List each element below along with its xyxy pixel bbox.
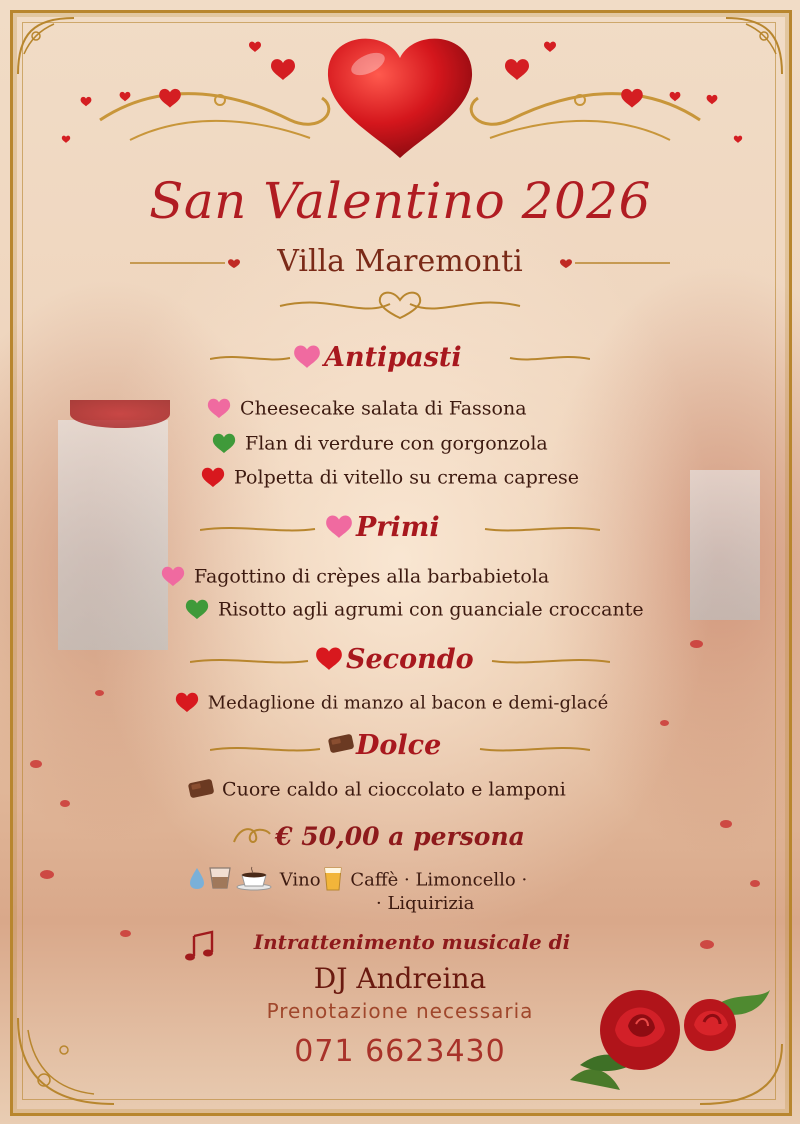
chocolate-icon [326, 730, 356, 763]
drinks-line-1: Vino Caffè · Limoncello · [188, 864, 527, 897]
menu-item: Fagottino di crèpes alla barbabietola [158, 562, 549, 593]
price: € 50,00 a persona [275, 822, 525, 851]
event-title: San Valentino 2026 [149, 172, 651, 230]
menu-item: Polpetta di vitello su crema caprese [198, 463, 579, 494]
pink-heart-icon [158, 562, 188, 593]
section-title-primi: Primi [322, 510, 440, 547]
menu-item: Flan di verdure con gorgonzola [209, 429, 548, 460]
dj-name: DJ Andreina [313, 962, 487, 995]
booking-note: Prenotazione necessaria [266, 999, 534, 1023]
entertainment-label: Intrattenimento musicale di [253, 930, 571, 954]
section-title-antipasti: Antipasti [290, 340, 462, 377]
coffee-cup-icon [234, 865, 274, 896]
venue-name: Villa Maremonti [277, 244, 523, 279]
menu-item: Risotto agli agrumi con guanciale croccante [182, 595, 644, 626]
red-heart-icon [312, 642, 346, 679]
menu-item: Cheesecake salata di Fassona [204, 394, 527, 425]
pink-heart-icon [204, 394, 234, 425]
title-flourish [270, 284, 530, 324]
menu-item: Medaglione di manzo al bacon e demi-glacé [172, 688, 608, 719]
water-drop-icon [188, 866, 206, 895]
beer-glass-icon [321, 864, 345, 897]
phone-number: 071 6623430 [294, 1034, 506, 1069]
roses-decoration [560, 970, 780, 1110]
menu-item: Cuore caldo al cioccolato e lamponi [186, 775, 566, 806]
big-heart-icon [322, 30, 478, 160]
pink-heart-icon [322, 510, 356, 547]
chocolate-icon [186, 775, 216, 806]
drinks-line-2: · Liquirizia [376, 893, 475, 914]
red-heart-icon [198, 463, 228, 494]
glass-icon [206, 865, 234, 896]
green-heart-icon [182, 595, 212, 626]
section-title-dolce: Dolce [326, 730, 441, 763]
red-heart-icon [172, 688, 202, 719]
section-title-secondo: Secondo [312, 642, 474, 679]
green-heart-icon [209, 429, 239, 460]
pink-heart-icon [290, 340, 324, 377]
